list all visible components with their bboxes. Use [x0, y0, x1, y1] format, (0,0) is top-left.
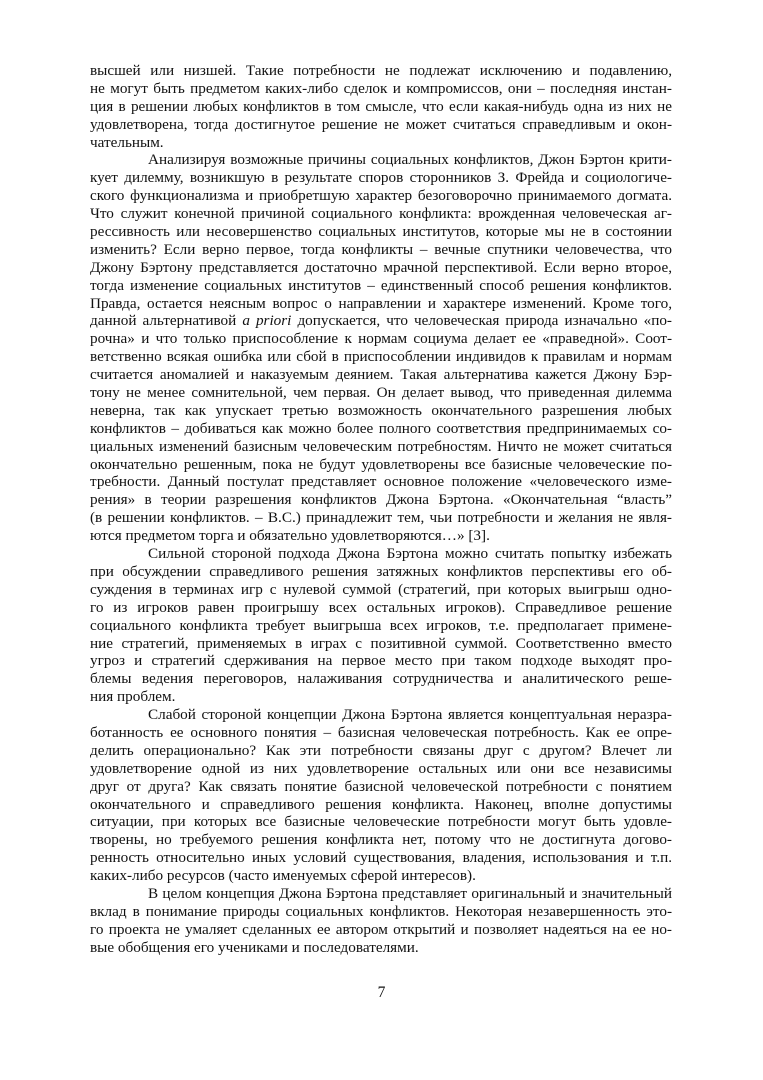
- paragraph-p1: [90, 62, 672, 151]
- text-line: каких-либо ресурсов (часто именуемых сферой интересов).: [90, 867, 476, 885]
- text-line: окончательного и справедливого решения конфликта. Наконец, вполне допустимы: [90, 795, 672, 813]
- text-line: ние стратегий, применяемых в играх с позитивной суммой. Соответственно вместо: [90, 634, 672, 652]
- text-line: при обсуждении справедливого решения затяжных конфликтов перспективы его об-: [90, 562, 672, 580]
- text-line: циальных изменений базисным человеческим потребностям. Ничто не может считаться: [90, 437, 672, 455]
- text-line: вклад в понимание природы социальных конфликтов. Некоторая незавершенность это-: [90, 902, 672, 920]
- text-line: ботанность ее основного понятия – базисная человеческая потребность. Как ее опре-: [90, 723, 672, 741]
- text-line: рочна» и что только приспособление к нормам социума делает ее «праведной». Соот-: [90, 330, 672, 348]
- text-line: окончательно решенным, пока не будут удовлетворены все базисные человеческие по-: [90, 455, 672, 473]
- body-text: [90, 62, 672, 957]
- text-line: чательным.: [90, 133, 164, 151]
- text-line: друг от друга? Как связать понятие базисной человеческой потребности с понятием: [90, 777, 672, 795]
- text-line: делить операционально? Как эти потребности связаны друг с другом? Влечет ли: [90, 741, 672, 759]
- italic-term: a priori: [242, 312, 292, 330]
- text-line: социального конфликта требует выигрыша всех игроков, т.е. предполагает примене-: [90, 616, 672, 634]
- text-line: изменить? Если верно первое, тогда конфликты – вечные спутники человечества, что: [90, 240, 672, 258]
- text-line: Джону Бэртону представляется достаточно мрачной перспективой. Если верно второе,: [90, 258, 672, 276]
- text-line: ренность относительно иных условий существования, владения, использования и т.п.: [90, 849, 672, 867]
- text-line: Сильной стороной подхода Джона Бэртона можно считать попытку избежать: [148, 545, 672, 563]
- text-line: рессивность или несовершенство социальных институтов, которые мы не в состоянии: [90, 223, 672, 241]
- text-line: ветственно всякая ошибка или сбой в приспособлении индивидов к правилам и нормам: [90, 348, 672, 366]
- text-line: данной альтернативой a priori допускается, что человеческая природа изначально «по-: [90, 312, 672, 330]
- text-line: В целом концепция Джона Бэртона представляет оригинальный и значительный: [148, 884, 672, 902]
- text-line: вые обобщения его учениками и последователями.: [90, 938, 419, 956]
- text-line: Слабой стороной концепции Джона Бэртона является концептуальная неразра-: [148, 706, 672, 724]
- text-line: суждения в терминах игр с нулевой суммой (стратегий, при которых выигрыш одно-: [90, 580, 672, 598]
- text-line: Что служит конечной причиной социального конфликта: врожденная человеческая аг-: [90, 205, 672, 223]
- text-line: творены, но требуемого решения конфликта нет, потому что не достигнута догово-: [90, 831, 672, 849]
- text-line: Анализируя возможные причины социальных конфликтов, Джон Бэртон крити-: [148, 151, 672, 169]
- paragraph-p3: [90, 545, 672, 706]
- paragraph-p4: [90, 706, 672, 885]
- page-number: 7: [377, 984, 386, 1001]
- text-line: ния проблем.: [90, 688, 176, 706]
- text-line: требности. Данный постулат представляет основное положение «человеческого изме-: [90, 473, 672, 491]
- text-line: блемы ведения переговоров, налаживания сотрудничества и аналитического реше-: [90, 670, 672, 688]
- text-line: Правда, остается неясным вопрос о направлении и характере изменений. Кроме того,: [90, 294, 672, 312]
- text-line: конфликтов – добиваться как можно более полного соответствия предпринимаемых со-: [90, 419, 672, 437]
- text-line: рения» в теории разрешения конфликтов Джона Бэртона. «Окончательная “власть”: [90, 491, 672, 509]
- text-line: считается аномалией и наказуемым деянием. Такая альтернатива кажется Джону Бэр-: [90, 366, 672, 384]
- text-line: ция в решении любых конфликтов в том смысле, что если какая-нибудь одна из них не: [90, 97, 672, 115]
- text-line: угроз и стратегий сдерживания на первое место при таком подходе выходят про-: [90, 652, 672, 670]
- text-line: го из игроков равен проигрышу всех остальных игроков). Справедливое решение: [90, 598, 672, 616]
- text-line: неверна, так как упускает третью возможность окончательного разрешения любых: [90, 401, 672, 419]
- paragraph-p5: [90, 885, 672, 957]
- text-line: ского функционализма и приобретшую характер безоговорочно принимаемого догмата.: [90, 187, 672, 205]
- text-line: не могут быть предметом каких-либо сделок и компромиссов, они – последняя инстан-: [90, 79, 672, 97]
- text-line: удовлетворена, тогда достигнутое решение не может считаться справедливым и окон-: [90, 115, 672, 133]
- text-line: ются предметом торга и обязательно удовлетворяются…» [3].: [90, 527, 490, 545]
- text-line: тогда изменение социальных институтов – единственный способ решения конфликтов.: [90, 276, 672, 294]
- text-line: высшей или низшей. Такие потребности не подлежат исключению и подавлению,: [90, 62, 672, 79]
- paragraph-p2: [90, 151, 672, 545]
- text-line: кует дилемму, возникшую в результате споров сторонников З. Фрейда и социологиче-: [90, 169, 672, 187]
- text-line: тону не менее сомнительной, чем первая. Он делает вывод, что приведенная дилемма: [90, 384, 672, 402]
- text-line: ситуации, при которых все базисные человеческие потребности могут быть удовле-: [90, 813, 672, 831]
- text-line: го проекта не умаляет сделанных ее автором открытий и позволяет надеяться на ее но-: [90, 920, 672, 938]
- text-line: (в решении конфликтов. – В.С.) принадлежит тем, чьи потребности и желания не явля-: [90, 509, 672, 527]
- text-line: удовлетворение одной из них удовлетворение остальных или они все независимы: [90, 759, 672, 777]
